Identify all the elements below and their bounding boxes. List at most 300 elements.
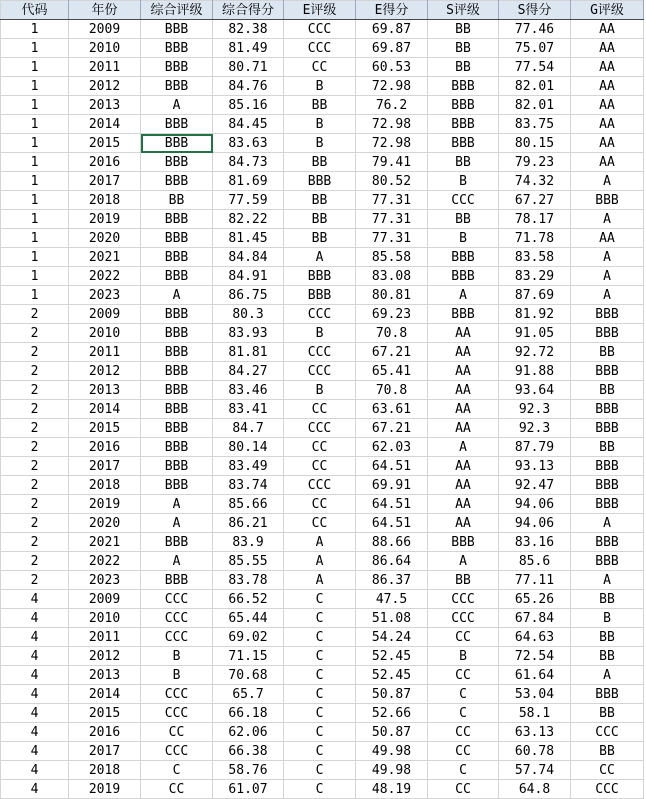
s-score-cell[interactable]: 64.63 xyxy=(499,628,571,647)
s-rating-cell[interactable]: CC xyxy=(428,780,499,799)
overall-rating-cell[interactable]: BB xyxy=(141,191,213,210)
e-score-cell[interactable]: 67.21 xyxy=(356,419,428,438)
e-score-cell[interactable]: 64.51 xyxy=(356,457,428,476)
overall-rating-cell[interactable]: CCC xyxy=(141,704,213,723)
s-score-cell[interactable]: 67.84 xyxy=(499,609,571,628)
s-rating-cell[interactable]: CCC xyxy=(428,191,499,210)
code-cell[interactable]: 1 xyxy=(1,210,69,229)
g-rating-cell[interactable]: BB xyxy=(571,381,644,400)
s-score-cell[interactable]: 94.06 xyxy=(499,514,571,533)
overall-score-cell[interactable]: 69.02 xyxy=(213,628,284,647)
e-score-cell[interactable]: 72.98 xyxy=(356,115,428,134)
overall-score-cell[interactable]: 66.52 xyxy=(213,590,284,609)
s-rating-cell[interactable]: CC xyxy=(428,723,499,742)
g-rating-cell[interactable]: BBB xyxy=(571,457,644,476)
s-score-cell[interactable]: 58.1 xyxy=(499,704,571,723)
overall-rating-cell[interactable]: BBB xyxy=(141,571,213,590)
g-rating-cell[interactable]: AA xyxy=(571,229,644,248)
s-score-cell[interactable]: 77.46 xyxy=(499,20,571,39)
year-cell[interactable]: 2023 xyxy=(69,286,141,305)
s-rating-cell[interactable]: BBB xyxy=(428,267,499,286)
year-cell[interactable]: 2022 xyxy=(69,552,141,571)
s-score-cell[interactable]: 81.92 xyxy=(499,305,571,324)
overall-rating-cell[interactable]: BBB xyxy=(141,533,213,552)
code-cell[interactable]: 4 xyxy=(1,704,69,723)
code-cell[interactable]: 4 xyxy=(1,761,69,780)
s-rating-cell[interactable]: BB xyxy=(428,20,499,39)
overall-rating-cell[interactable]: CCC xyxy=(141,609,213,628)
code-cell[interactable]: 2 xyxy=(1,571,69,590)
e-score-cell[interactable]: 51.08 xyxy=(356,609,428,628)
e-rating-cell[interactable]: CCC xyxy=(284,305,356,324)
s-score-cell[interactable]: 91.05 xyxy=(499,324,571,343)
s-score-cell[interactable]: 60.78 xyxy=(499,742,571,761)
year-cell[interactable]: 2010 xyxy=(69,324,141,343)
year-cell[interactable]: 2019 xyxy=(69,210,141,229)
code-cell[interactable]: 1 xyxy=(1,77,69,96)
g-rating-cell[interactable]: A xyxy=(571,210,644,229)
overall-score-cell[interactable]: 86.21 xyxy=(213,514,284,533)
year-cell[interactable]: 2016 xyxy=(69,723,141,742)
code-cell[interactable]: 4 xyxy=(1,666,69,685)
overall-rating-cell[interactable]: BBB xyxy=(141,172,213,191)
code-cell[interactable]: 4 xyxy=(1,609,69,628)
e-score-cell[interactable]: 69.87 xyxy=(356,39,428,58)
e-rating-cell[interactable]: CC xyxy=(284,514,356,533)
column-header-e-rating[interactable]: E评级 xyxy=(284,1,356,20)
code-cell[interactable]: 2 xyxy=(1,533,69,552)
overall-score-cell[interactable]: 82.22 xyxy=(213,210,284,229)
column-header-s-rating[interactable]: S评级 xyxy=(428,1,499,20)
e-score-cell[interactable]: 54.24 xyxy=(356,628,428,647)
overall-rating-cell[interactable]: CCC xyxy=(141,590,213,609)
year-cell[interactable]: 2012 xyxy=(69,647,141,666)
g-rating-cell[interactable]: A xyxy=(571,666,644,685)
g-rating-cell[interactable]: BBB xyxy=(571,552,644,571)
e-rating-cell[interactable]: C xyxy=(284,685,356,704)
s-score-cell[interactable]: 85.6 xyxy=(499,552,571,571)
code-cell[interactable]: 2 xyxy=(1,419,69,438)
g-rating-cell[interactable]: BBB xyxy=(571,685,644,704)
e-score-cell[interactable]: 69.23 xyxy=(356,305,428,324)
code-cell[interactable]: 2 xyxy=(1,324,69,343)
e-rating-cell[interactable]: A xyxy=(284,571,356,590)
year-cell[interactable]: 2017 xyxy=(69,742,141,761)
e-rating-cell[interactable]: BB xyxy=(284,96,356,115)
s-rating-cell[interactable]: BBB xyxy=(428,305,499,324)
year-cell[interactable]: 2021 xyxy=(69,533,141,552)
g-rating-cell[interactable]: AA xyxy=(571,77,644,96)
s-score-cell[interactable]: 87.69 xyxy=(499,286,571,305)
e-score-cell[interactable]: 67.21 xyxy=(356,343,428,362)
g-rating-cell[interactable]: AA xyxy=(571,58,644,77)
s-score-cell[interactable]: 53.04 xyxy=(499,685,571,704)
overall-score-cell[interactable]: 81.69 xyxy=(213,172,284,191)
overall-rating-cell[interactable]: BBB xyxy=(141,153,213,172)
column-header-overall-rating[interactable]: 综合评级 xyxy=(141,1,213,20)
overall-score-cell[interactable]: 84.7 xyxy=(213,419,284,438)
overall-score-cell[interactable]: 81.45 xyxy=(213,229,284,248)
s-score-cell[interactable]: 92.72 xyxy=(499,343,571,362)
year-cell[interactable]: 2012 xyxy=(69,362,141,381)
s-rating-cell[interactable]: AA xyxy=(428,381,499,400)
e-rating-cell[interactable]: C xyxy=(284,780,356,799)
e-score-cell[interactable]: 69.91 xyxy=(356,476,428,495)
year-cell[interactable]: 2019 xyxy=(69,495,141,514)
year-cell[interactable]: 2011 xyxy=(69,58,141,77)
code-cell[interactable]: 1 xyxy=(1,58,69,77)
s-score-cell[interactable]: 57.74 xyxy=(499,761,571,780)
s-rating-cell[interactable]: AA xyxy=(428,514,499,533)
overall-rating-cell[interactable]: BBB xyxy=(141,438,213,457)
year-cell[interactable]: 2018 xyxy=(69,761,141,780)
overall-score-cell[interactable]: 77.59 xyxy=(213,191,284,210)
e-score-cell[interactable]: 86.64 xyxy=(356,552,428,571)
e-rating-cell[interactable]: CC xyxy=(284,400,356,419)
overall-score-cell[interactable]: 81.49 xyxy=(213,39,284,58)
s-rating-cell[interactable]: C xyxy=(428,761,499,780)
overall-score-cell[interactable]: 85.66 xyxy=(213,495,284,514)
year-cell[interactable]: 2017 xyxy=(69,457,141,476)
s-score-cell[interactable]: 83.29 xyxy=(499,267,571,286)
year-cell[interactable]: 2017 xyxy=(69,172,141,191)
overall-rating-cell[interactable]: BBB xyxy=(141,115,213,134)
g-rating-cell[interactable]: BBB xyxy=(571,533,644,552)
overall-score-cell[interactable]: 81.81 xyxy=(213,343,284,362)
s-score-cell[interactable]: 77.54 xyxy=(499,58,571,77)
e-score-cell[interactable]: 79.41 xyxy=(356,153,428,172)
year-cell[interactable]: 2022 xyxy=(69,267,141,286)
e-rating-cell[interactable]: CC xyxy=(284,58,356,77)
g-rating-cell[interactable]: BBB xyxy=(571,362,644,381)
overall-rating-cell[interactable]: A xyxy=(141,495,213,514)
s-score-cell[interactable]: 92.3 xyxy=(499,400,571,419)
s-score-cell[interactable]: 65.26 xyxy=(499,590,571,609)
e-rating-cell[interactable]: CC xyxy=(284,495,356,514)
e-rating-cell[interactable]: CCC xyxy=(284,476,356,495)
g-rating-cell[interactable]: CCC xyxy=(571,723,644,742)
e-rating-cell[interactable]: C xyxy=(284,628,356,647)
code-cell[interactable]: 1 xyxy=(1,39,69,58)
overall-score-cell[interactable]: 84.84 xyxy=(213,248,284,267)
e-score-cell[interactable]: 49.98 xyxy=(356,742,428,761)
g-rating-cell[interactable]: AA xyxy=(571,115,644,134)
g-rating-cell[interactable]: BB xyxy=(571,343,644,362)
e-score-cell[interactable]: 60.53 xyxy=(356,58,428,77)
s-rating-cell[interactable]: AA xyxy=(428,362,499,381)
year-cell[interactable]: 2010 xyxy=(69,609,141,628)
code-cell[interactable]: 1 xyxy=(1,267,69,286)
g-rating-cell[interactable]: BBB xyxy=(571,419,644,438)
s-rating-cell[interactable]: CC xyxy=(428,666,499,685)
overall-score-cell[interactable]: 83.9 xyxy=(213,533,284,552)
overall-score-cell[interactable]: 80.3 xyxy=(213,305,284,324)
s-score-cell[interactable]: 94.06 xyxy=(499,495,571,514)
code-cell[interactable]: 2 xyxy=(1,457,69,476)
overall-rating-cell[interactable]: BBB xyxy=(141,77,213,96)
s-score-cell[interactable]: 78.17 xyxy=(499,210,571,229)
overall-rating-cell[interactable]: BBB xyxy=(141,362,213,381)
s-score-cell[interactable]: 93.13 xyxy=(499,457,571,476)
overall-rating-cell[interactable]: A xyxy=(141,514,213,533)
s-rating-cell[interactable]: A xyxy=(428,286,499,305)
overall-rating-cell[interactable]: CCC xyxy=(141,742,213,761)
g-rating-cell[interactable]: A xyxy=(571,267,644,286)
e-score-cell[interactable]: 86.37 xyxy=(356,571,428,590)
overall-rating-cell[interactable]: BBB xyxy=(141,343,213,362)
s-rating-cell[interactable]: BBB xyxy=(428,96,499,115)
e-score-cell[interactable]: 69.87 xyxy=(356,20,428,39)
code-cell[interactable]: 2 xyxy=(1,305,69,324)
s-rating-cell[interactable]: BBB xyxy=(428,134,499,153)
overall-score-cell[interactable]: 66.18 xyxy=(213,704,284,723)
column-header-s-score[interactable]: S得分 xyxy=(499,1,571,20)
e-rating-cell[interactable]: A xyxy=(284,533,356,552)
e-rating-cell[interactable]: BB xyxy=(284,191,356,210)
e-rating-cell[interactable]: B xyxy=(284,134,356,153)
s-rating-cell[interactable]: AA xyxy=(428,419,499,438)
code-cell[interactable]: 1 xyxy=(1,96,69,115)
e-rating-cell[interactable]: A xyxy=(284,552,356,571)
s-score-cell[interactable]: 77.11 xyxy=(499,571,571,590)
overall-rating-cell[interactable]: A xyxy=(141,96,213,115)
s-rating-cell[interactable]: BB xyxy=(428,210,499,229)
s-score-cell[interactable]: 75.07 xyxy=(499,39,571,58)
year-cell[interactable]: 2011 xyxy=(69,343,141,362)
year-cell[interactable]: 2014 xyxy=(69,685,141,704)
s-rating-cell[interactable]: A xyxy=(428,552,499,571)
e-score-cell[interactable]: 50.87 xyxy=(356,723,428,742)
column-header-overall-score[interactable]: 综合得分 xyxy=(213,1,284,20)
s-score-cell[interactable]: 83.58 xyxy=(499,248,571,267)
g-rating-cell[interactable]: AA xyxy=(571,39,644,58)
e-rating-cell[interactable]: C xyxy=(284,590,356,609)
overall-score-cell[interactable]: 85.16 xyxy=(213,96,284,115)
g-rating-cell[interactable]: BBB xyxy=(571,495,644,514)
e-score-cell[interactable]: 80.81 xyxy=(356,286,428,305)
code-cell[interactable]: 4 xyxy=(1,590,69,609)
overall-rating-cell[interactable]: B xyxy=(141,647,213,666)
overall-score-cell[interactable]: 70.68 xyxy=(213,666,284,685)
s-score-cell[interactable]: 80.15 xyxy=(499,134,571,153)
g-rating-cell[interactable]: BBB xyxy=(571,476,644,495)
e-rating-cell[interactable]: BB xyxy=(284,153,356,172)
s-rating-cell[interactable]: BB xyxy=(428,571,499,590)
code-cell[interactable]: 2 xyxy=(1,400,69,419)
code-cell[interactable]: 1 xyxy=(1,286,69,305)
g-rating-cell[interactable]: BB xyxy=(571,628,644,647)
e-rating-cell[interactable]: BBB xyxy=(284,286,356,305)
code-cell[interactable]: 2 xyxy=(1,362,69,381)
e-score-cell[interactable]: 76.2 xyxy=(356,96,428,115)
overall-rating-cell[interactable]: BBB xyxy=(141,267,213,286)
code-cell[interactable]: 2 xyxy=(1,552,69,571)
e-score-cell[interactable]: 65.41 xyxy=(356,362,428,381)
e-score-cell[interactable]: 52.45 xyxy=(356,647,428,666)
s-rating-cell[interactable]: CCC xyxy=(428,609,499,628)
e-rating-cell[interactable]: A xyxy=(284,248,356,267)
year-cell[interactable]: 2016 xyxy=(69,438,141,457)
s-score-cell[interactable]: 82.01 xyxy=(499,77,571,96)
s-rating-cell[interactable]: A xyxy=(428,438,499,457)
s-score-cell[interactable]: 91.88 xyxy=(499,362,571,381)
e-score-cell[interactable]: 72.98 xyxy=(356,134,428,153)
s-score-cell[interactable]: 67.27 xyxy=(499,191,571,210)
overall-score-cell[interactable]: 58.76 xyxy=(213,761,284,780)
s-rating-cell[interactable]: B xyxy=(428,229,499,248)
overall-rating-cell[interactable]: BBB xyxy=(141,248,213,267)
g-rating-cell[interactable]: A xyxy=(571,286,644,305)
e-rating-cell[interactable]: CCC xyxy=(284,419,356,438)
e-rating-cell[interactable]: B xyxy=(284,381,356,400)
year-cell[interactable]: 2016 xyxy=(69,153,141,172)
e-score-cell[interactable]: 83.08 xyxy=(356,267,428,286)
e-score-cell[interactable]: 70.8 xyxy=(356,381,428,400)
s-rating-cell[interactable]: CCC xyxy=(428,590,499,609)
code-cell[interactable]: 1 xyxy=(1,134,69,153)
e-score-cell[interactable]: 62.03 xyxy=(356,438,428,457)
g-rating-cell[interactable]: CCC xyxy=(571,780,644,799)
g-rating-cell[interactable]: BBB xyxy=(571,400,644,419)
g-rating-cell[interactable]: A xyxy=(571,248,644,267)
overall-score-cell[interactable]: 84.45 xyxy=(213,115,284,134)
e-score-cell[interactable]: 88.66 xyxy=(356,533,428,552)
s-score-cell[interactable]: 74.32 xyxy=(499,172,571,191)
overall-score-cell[interactable]: 83.46 xyxy=(213,381,284,400)
overall-score-cell[interactable]: 80.71 xyxy=(213,58,284,77)
overall-rating-cell[interactable]: BBB xyxy=(141,20,213,39)
g-rating-cell[interactable]: AA xyxy=(571,134,644,153)
overall-score-cell[interactable]: 83.63 xyxy=(213,134,284,153)
overall-rating-cell[interactable]: BBB xyxy=(141,457,213,476)
year-cell[interactable]: 2009 xyxy=(69,20,141,39)
e-rating-cell[interactable]: CC xyxy=(284,438,356,457)
year-cell[interactable]: 2010 xyxy=(69,39,141,58)
overall-score-cell[interactable]: 82.38 xyxy=(213,20,284,39)
s-rating-cell[interactable]: BB xyxy=(428,39,499,58)
year-cell[interactable]: 2023 xyxy=(69,571,141,590)
column-header-g-rating[interactable]: G评级 xyxy=(571,1,644,20)
g-rating-cell[interactable]: BB xyxy=(571,647,644,666)
overall-rating-cell[interactable]: CCC xyxy=(141,628,213,647)
code-cell[interactable]: 4 xyxy=(1,685,69,704)
e-rating-cell[interactable]: C xyxy=(284,647,356,666)
e-rating-cell[interactable]: C xyxy=(284,609,356,628)
year-cell[interactable]: 2012 xyxy=(69,77,141,96)
column-header-year[interactable]: 年份 xyxy=(69,1,141,20)
s-rating-cell[interactable]: B xyxy=(428,172,499,191)
year-cell[interactable]: 2009 xyxy=(69,590,141,609)
code-cell[interactable]: 1 xyxy=(1,20,69,39)
overall-rating-cell[interactable]: CC xyxy=(141,780,213,799)
year-cell[interactable]: 2013 xyxy=(69,666,141,685)
year-cell[interactable]: 2020 xyxy=(69,229,141,248)
overall-rating-cell[interactable]: BBB xyxy=(141,39,213,58)
overall-score-cell[interactable]: 83.49 xyxy=(213,457,284,476)
s-rating-cell[interactable]: C xyxy=(428,685,499,704)
code-cell[interactable]: 4 xyxy=(1,723,69,742)
column-header-code[interactable]: 代码 xyxy=(1,1,69,20)
code-cell[interactable]: 1 xyxy=(1,153,69,172)
s-rating-cell[interactable]: AA xyxy=(428,495,499,514)
year-cell[interactable]: 2014 xyxy=(69,115,141,134)
s-rating-cell[interactable]: BB xyxy=(428,58,499,77)
year-cell[interactable]: 2014 xyxy=(69,400,141,419)
overall-score-cell[interactable]: 61.07 xyxy=(213,780,284,799)
overall-rating-cell[interactable]: BBB xyxy=(141,324,213,343)
year-cell[interactable]: 2021 xyxy=(69,248,141,267)
s-score-cell[interactable]: 87.79 xyxy=(499,438,571,457)
overall-rating-cell[interactable]: BBB xyxy=(141,210,213,229)
e-rating-cell[interactable]: C xyxy=(284,742,356,761)
e-score-cell[interactable]: 47.5 xyxy=(356,590,428,609)
g-rating-cell[interactable]: BB xyxy=(571,742,644,761)
s-score-cell[interactable]: 61.64 xyxy=(499,666,571,685)
overall-rating-cell[interactable]: BBB xyxy=(141,400,213,419)
year-cell[interactable]: 2018 xyxy=(69,476,141,495)
overall-rating-cell[interactable]: BBB xyxy=(141,381,213,400)
year-cell[interactable]: 2009 xyxy=(69,305,141,324)
g-rating-cell[interactable]: A xyxy=(571,514,644,533)
s-rating-cell[interactable]: AA xyxy=(428,457,499,476)
e-score-cell[interactable]: 70.8 xyxy=(356,324,428,343)
code-cell[interactable]: 1 xyxy=(1,172,69,191)
year-cell[interactable]: 2019 xyxy=(69,780,141,799)
e-score-cell[interactable]: 77.31 xyxy=(356,229,428,248)
e-score-cell[interactable]: 72.98 xyxy=(356,77,428,96)
g-rating-cell[interactable]: AA xyxy=(571,96,644,115)
s-rating-cell[interactable]: BBB xyxy=(428,115,499,134)
s-score-cell[interactable]: 82.01 xyxy=(499,96,571,115)
overall-score-cell[interactable]: 83.41 xyxy=(213,400,284,419)
s-rating-cell[interactable]: AA xyxy=(428,343,499,362)
overall-score-cell[interactable]: 65.7 xyxy=(213,685,284,704)
g-rating-cell[interactable]: BB xyxy=(571,438,644,457)
s-score-cell[interactable]: 63.13 xyxy=(499,723,571,742)
g-rating-cell[interactable]: AA xyxy=(571,153,644,172)
e-rating-cell[interactable]: BB xyxy=(284,210,356,229)
overall-rating-cell[interactable]: A xyxy=(141,552,213,571)
overall-rating-cell[interactable]: BBB xyxy=(141,419,213,438)
overall-score-cell[interactable]: 84.27 xyxy=(213,362,284,381)
s-rating-cell[interactable]: C xyxy=(428,704,499,723)
code-cell[interactable]: 2 xyxy=(1,495,69,514)
overall-score-cell[interactable]: 83.93 xyxy=(213,324,284,343)
overall-rating-cell[interactable]: CCC xyxy=(141,685,213,704)
s-rating-cell[interactable]: BBB xyxy=(428,248,499,267)
g-rating-cell[interactable]: BB xyxy=(571,704,644,723)
selected-cell[interactable]: BBB xyxy=(141,134,213,153)
e-score-cell[interactable]: 77.31 xyxy=(356,191,428,210)
e-score-cell[interactable]: 64.51 xyxy=(356,495,428,514)
g-rating-cell[interactable]: BBB xyxy=(571,305,644,324)
e-rating-cell[interactable]: CCC xyxy=(284,343,356,362)
s-rating-cell[interactable]: BBB xyxy=(428,533,499,552)
s-rating-cell[interactable]: B xyxy=(428,647,499,666)
e-score-cell[interactable]: 80.52 xyxy=(356,172,428,191)
code-cell[interactable]: 4 xyxy=(1,647,69,666)
e-score-cell[interactable]: 49.98 xyxy=(356,761,428,780)
e-rating-cell[interactable]: C xyxy=(284,723,356,742)
g-rating-cell[interactable]: A xyxy=(571,571,644,590)
s-score-cell[interactable]: 72.54 xyxy=(499,647,571,666)
e-score-cell[interactable]: 50.87 xyxy=(356,685,428,704)
e-rating-cell[interactable]: BBB xyxy=(284,267,356,286)
overall-rating-cell[interactable]: CC xyxy=(141,723,213,742)
e-score-cell[interactable]: 77.31 xyxy=(356,210,428,229)
overall-rating-cell[interactable]: BBB xyxy=(141,229,213,248)
g-rating-cell[interactable]: AA xyxy=(571,20,644,39)
